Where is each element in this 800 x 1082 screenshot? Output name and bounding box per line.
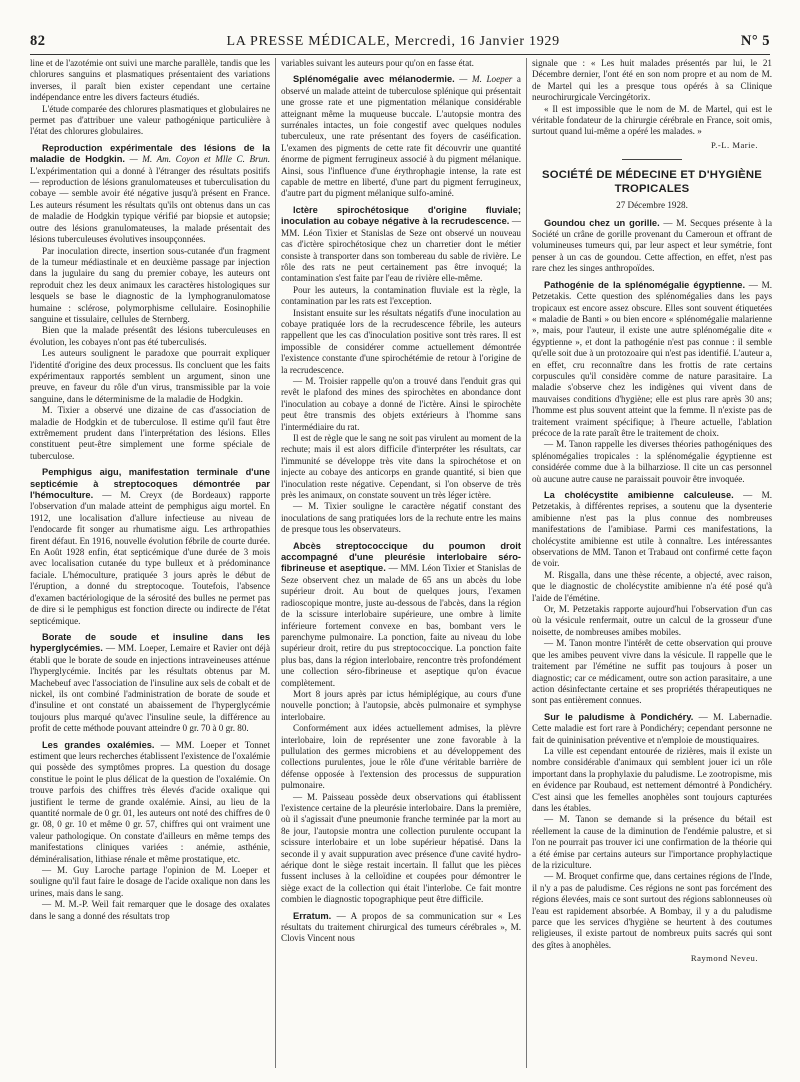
paragraph: — M. Tanon rappelle les diverses théories pathogéniques des splénomégalies tropicales : la splénomégalie égyptienne est considérée comme due à la bilharziose. Il cite un cas personnel où aucune autre cause ne paraissait pouvoir être invoquée. [532,439,772,484]
paragraph: Conformément aux idées actuellement admises, la plèvre interlobaire, loin de représenter une zone favorable à la pullulation des germes microbiens et au développement des collections purulentes, joue le rôle d'une véritable barrière de défense opposée à l'extension des processus de suppuration pulmonaire. [281,723,521,791]
paragraph: Mort 8 jours après par ictus hémiplégique, au cours d'une nouvelle ponction; à l'autopsie, abcès pulmonaire et symphyse interlobaire. [281,688,521,722]
paragraph: — M. Broquet confirme que, dans certaines régions de l'Inde, il n'y a pas de paludisme. Ces régions ne sont pas forcément des régions élevées, mais ce sont surtout des régions sablonneuses où l'eau est rapidement absorbée. A Bombay, il y a du paludisme parce que les services d'hygiène se heurtent à des coutumes religieuses, il existe partout de nombreux puits sacrés qui sont des gîtes à anophèles. [532,871,772,950]
paragraph: Il est de règle que le sang ne soit pas virulent au moment de la rechute; mais il est alors difficile d'interpréter les résultats, car l'immunité se développe très vite dans la spirochétose et on injecte au cobaye des anticorps en grande quantité, si bien que l'inoculation reste négative. Cependant, si l'on observe de très près les animaux, on constate souvent un très léger ictère. [281,433,521,501]
section-cholecystite [532,490,772,570]
section-borate [30,632,270,735]
section-title: Borate de soude et insuline dans les hyperglycémies. [30,631,270,654]
column-2 [281,58,521,1068]
column-1 [30,58,270,1068]
section-hodgkin [30,143,270,246]
paragraph: line et de l'azotémie ont suivi une marche parallèle, tandis que les chlorures sanguins et plasmatiques présentaient des variations inverses, il paraît bien exister cependant une certaine indépendance entre les divers facteurs étudiés. [30,58,270,103]
society-date: 27 Décembre 1928. [616,200,688,211]
signature: Raymond Neveu. [690,953,758,964]
section-erratum [281,911,521,945]
section-oxalemies [30,740,270,865]
paragraph: — MM. Léon Tixier et Stanislas de Seze ont observé un nouveau cas d'ictère spirochétosique chez un charretier dont le métier consiste à transporter dans son tombereau du sable de rivière. Le rôle des rats ne peut certainement pas être invoqué; la contamination s'est faite par l'eau de rivière elle-même. [281,216,521,284]
paragraph: a observé un malade atteint de tuberculose splénique qui présentait une grosse rate et une pigmentation mélanique considérable atteignant même la muqueuse buccale. L'autopsie montra des surrénales intactes, un foie congestif avec quelques nodules tuberculeux, une rate présentant des foyers de caséification. L'examen des pigments de cette rate fit découvrir une quantité énorme de pigment ferrugineux associé à du pigment mélanique. Ainsi, sous l'influence d'une érythrophagie intense, la rate est capable de mettre en liberté, d'une part du pigment ferrugineux, d'autre part du pigment mélanique sulfo-aminé. [281,74,521,199]
paragraph: — M. Tanon montre l'intérêt de cette observation qui prouve que les amibes peuvent vivre dans la vésicule. Il rappelle que le traitement par l'émétine ne suffit pas toujours à poser un diagnostic; car ce médicament, outre son action parasitaire, a une action désinfectante certaine et ses propriétés thérapeutiques ne sont pas entièrement connues. [532,638,772,706]
section-rule [622,159,682,160]
paragraph: — MM. Léon Tixier et Stanislas de Seze observent chez un malade de 65 ans un abcès du lobe supérieur droit. Au bout de quelques jours, l'examen radioscopique montre, juste au-dessous de l'abcès, dans la région de la scissure interlobaire supérieure, une ombre à limite inférieure fortement convexe en bas, bombant vers le parenchyme pulmonaire. La ponction, faite au niveau du lobe supérieur droit, retire du pus streptococcique. La ponction faite plus bas, dans la région interlobaire, rencontre très profondément une collection séro-fibrineuse et aseptique qu'on évacue complètement. [281,563,521,688]
section-splenomegalie-egyptienne [532,280,772,440]
signature: P.-L. Marie. [710,139,758,150]
section-goundou [532,218,772,275]
article-columns [30,58,772,1068]
paragraph: L'étude comparée des chlorures plasmatiques et globulaires ne permet pas d'attribuer une valeur pathogénique particulière à l'état des chlorures globulaires. [30,103,270,137]
paragraph: — M. Tanon se demande si la présence du bétail est réellement la cause de la diminution de l'endémie palustre, et si l'on ne pourrait pas trouver ici une confirmation de la théorie qui a été émise par certains auteurs sur l'importance prophylactique de la riziculture. [532,814,772,870]
paragraph: — MM. Loeper et Tonnet estiment que leurs recherches établissent l'existence de l'oxalémie qui possède des symptômes propres. La question du dosage constitue le point le plus délicat de la question de l'oxalémie. On trouve parfois des chiffres très élevés d'acide oxalique qui justifient le terme de grande oxalémie. Ainsi, au lieu de la quantité normale de 0 gr. 01, les auteurs ont noté des chiffres de 0 gr. 08, 0 gr. 10 et même 0 gr. 57, chiffres qui ont vraiment une valeur pathologique. On constate d'ailleurs en même temps des manifestations cliniques variées : anémie, asthénie, déminéralisation, lithiase rénale et même prostatique, etc. [30,739,270,864]
column-divider [521,58,532,1068]
section-title: Splénomégalie avec mélanodermie. [293,74,455,85]
paragraph: variables suivant les auteurs pour qu'on en fasse état. [281,58,474,68]
section-title: Pemphigus aigu, manifestation terminale d'une septicémie à streptocoques démontrée par l'hémoculture. [30,467,270,501]
column-divider [270,58,281,1068]
paragraph: L'expérimentation qui a donné à l'étranger des résultats positifs — reproduction de lésions granulomateuses et tuberculisation du cobaye — semble avoir été négative jusqu'à présent en France. Les auteurs résument les résultats qu'ils ont obtenus dans un cas de maladie de Hodgkin typique vérifié par biopsie et autopsie; outre des lésions granulomateuses, la malade présentait des lésions tuberculeuses évolutives insoupçonnées. [30,165,270,245]
section-abces [281,541,521,689]
paragraph: « Il est impossible que le nom de M. de Martel, qui est le véritable fondateur de la chirurgie cérébrale en France, soit omis, surtout quand lui-même a opéré les malades. » [532,103,772,137]
paragraph: Les auteurs soulignent le paradoxe que pourrait expliquer l'identité d'origine des deux processus. Ils concluent que les faits expérimentaux rapportés semblent un argument, sinon une preuve, en faveur du rôle d'un virus, transmissible par la voie sanguine, dans le déterminisme de la maladie de Hodgkin. [30,348,270,404]
paragraph: La ville est cependant entourée de rizières, mais il existe un nombre considérable d'animaux qui semblent jouer ici un rôle important dans la prophylaxie du paludisme. Le zootropisme, mis en évidence par Roubaud, est nettement démontré à Pondichéry. C'est ainsi que les femelles anophèles sont toujours capturées dans les étables. [532,745,772,813]
paragraph: — M. Troisier rappelle qu'on a trouvé dans l'enduit gras qui revêt le plafond des mines des spirochètes en abondance dont l'inoculation au cobaye a donné de l'ictère. Ainsi le spirochète peut être transmis des objets extérieurs à l'homme sans l'intermédiaire du rat. [281,375,521,432]
paragraph: Pour les auteurs, la contamination fluviale est la règle, la contamination par les rats est l'exception. [281,284,521,307]
paragraph: Par inoculation directe, insertion sous-cutanée d'un fragment de la tumeur médiastinale et en deuxième passage par injection dans la jugulaire du sang du premier cobaye, les auteurs ont reproduit chez les deux animaux les caractères histologiques sur lesquels se base le diagnostic de la lymphogranulomatose humaine : sclérose, polymorphisme cellulaire. Eosinophilie sanguine et tissulaire, cellules de Sternberg. [30,245,270,324]
section-title: La cholécystite amibienne calculeuse. [544,490,734,500]
paragraph: Bien que la malade présentât des lésions tuberculeuses en évolution, les cobayes n'ont pas été tuberculisés. [30,325,270,347]
paragraph: M. Tixier a observé une dizaine de cas d'association de maladie de Hodgkin et de tuberculose. Il estime qu'il faut être extrêmement prudent dans l'interprétation des lésions. Elles constituent peut-être simplement une forme spéciale de tuberculose. [30,405,270,461]
paragraph: signale que : « Les huit malades présentés par lui, le 21 Décembre dernier, l'ont été en son nom propre et au nom de M. de Martel qui les a presque tous opérés à sa Clinique neurochirurgicale Vercingétorix. [532,58,772,103]
paragraph: — M. Labernadie. Cette maladie est fort rare à Pondichéry; cependant personne ne fait de quininisation préventive et n'emploie de moustiquaires. [532,711,772,745]
paragraph: — M. Guy Laroche partage l'opinion de M. Loeper et souligne qu'il faut faire le dosage de l'acide oxalique non dans les urines, mais dans le sang. [30,865,270,898]
paragraph: — M. Secques présente à la Société un crâne de gorille provenant du Cameroun et offrant de volumineuses tumeurs qui, par leur aspect et leur symétrie, font penser à un cas de goundou. Cette affection, en effet, n'est pas rare chez les singes anthropoïdes. [532,217,772,274]
paragraph: — A propos de sa communication sur « Les résultats du traitement chirurgical des tumeurs cérébrales », M. Clovis Vincent nous [281,910,521,944]
paragraph: Insistant ensuite sur les résultats négatifs d'une inoculation au cobaye pratiquée lors de la recrudescence fébrile, les auteurs rappellent que les cas d'inoculation positive sont très rares. Il est impossible de considérer comme actuellement démontrée l'existence constante d'une spirochétémie de retour à l'origine de la recrudescence. [281,307,521,375]
section-title: Les grandes oxalémies. [42,739,155,750]
section-title: Pathogénie de la splénomégalie égyptienne. [544,279,746,290]
section-authors: — M. Am. Coyon et Mlle C. Brun. [129,154,270,165]
section-title: Erratum. [293,910,332,921]
paragraph: — M. M.-P. Weil fait remarquer que le dosage des oxalates dans le sang a donné des résultats trop [30,899,270,921]
section-title: Goundou chez un gorille. [544,217,660,228]
paragraph: — M. Petzetakis, à différentes reprises, a soutenu que la dysenterie amibienne n'est pas la plus connue des nombreuses manifestations de l'amibiase. Parmi ces manifestations, la cholécystite amibienne est utile à connaître. Les intéressantes observations de MM. Tanon et Trabaud ont confirmé cette façon de voir. [532,490,772,569]
society-title: SOCIÉTÉ DE MÉDECINE ET D'HYGIÈNE TROPICALES [542,169,762,196]
paragraph: — M. Paisseau possède deux observations qui établissent l'existence certaine de la pleurésie interlobaire. Dans la première, où il s'agissait d'une pneumonie franche terminée par la mort au 8e jour, l'autopsie montra une collection purulente occupant la scissure interlobaire et un lobe supérieur hépatisé. Dans la seconde il y avait suppuration avec présence d'une cavité hydro-aérique dont le siège restait incertain. Il fallut que les pièces fussent incluses à la celloïdine et coupées pour démontrer le siège exact de la collection qui était l'interlobe. Ce fait montre combien le diagnostic topographique peut être difficile. [281,791,521,905]
paragraph: — M. Tixier souligne le caractère négatif constant des inoculations de sang pratiquées lors de la rechute entre les mains de presque tous les observateurs. [281,501,521,535]
section-title: Reproduction expérimentale des lésions de la maladie de Hodgkin. [30,142,270,165]
running-title: LA PRESSE MÉDICALE, Mercredi, 16 Janvier 1929 [226,34,560,49]
issue-number: N° 5 [740,33,770,49]
section-title: Sur le paludisme à Pondichéry. [544,711,694,722]
paragraph: — M. Creyx (de Bordeaux) rapporte l'observation d'un malade atteint de pemphigus aigu mortel. En 1912, une localisation d'allure infectieuse au niveau de l'endocarde fit songer au rhumatisme aigu. Les arthropathies firent défaut. En 1916, nouvelle évolution fébrile de courte durée. En Août 1928 enfin, état septicémique d'une durée de 3 mois avec localisation cutanée du type bulleux et à prédominance faciale. L'hémoculture, pratiquée 3 jours après le début de l'éruption, a donné du streptocoque. Toutefois, l'absence d'examen bactériologique de la sérosité des bulles ne permet pas de dire si le pemphigus est fonction directe ou indirecte de l'état septicémique. [30,490,270,626]
section-title: Abcès streptococcique du poumon droit accompagné d'une pleurésie interlobaire séro-fibrineuse et aseptique. [281,540,521,574]
section-paludisme [532,712,772,746]
section-title: Ictère spirochétosique d'origine fluviale; inoculation au cobaye négative à la recrudescence. [281,204,521,227]
column-3 [532,58,772,1068]
section-ictere [281,205,521,285]
section-splenomegalie [281,74,521,199]
page-number: 82 [30,33,46,49]
page-header [30,26,770,55]
paragraph: Or, M. Petzetakis rapporte aujourd'hui l'observation d'un cas où la vésicule renfermait, outre un calcul de la grosseur d'une noisette, de nombreuses amibes mobiles. [532,604,772,637]
section-pemphigus [30,467,270,627]
section-authors: — M. Loeper [459,74,513,85]
paragraph: M. Risgalla, dans une thèse récente, a objecté, avec raison, que le diagnostic de cholécystite amibienne n'a été posé qu'à l'aide de l'émétine. [532,569,772,603]
paragraph: — MM. Loeper, Lemaire et Ravier ont déjà établi que le borate de soude en injections intraveineuses atténue l'hyperglycémie. Incités par les résultats obtenus par M. Machebeuf avec l'association de l'insuline aux sels de cobalt et de nickel, ils ont combiné l'administration de borate de soude et d'insuline et ont constaté un abaissement de l'hyperglycémie toujours plus marqué qu'avec l'insuline seule, la différence au profit de cette méthode pouvant atteindre 0 gr. 70 à 0 gr. 80. [30,643,270,734]
paragraph: — M. Petzetakis. Cette question des splénomégalies dans les pays tropicaux est encore assez obscure. Elles sont souvent étiquetées « maladie de Banti » ou bien encore « splénomégalie malarienne », mais, pour l'auteur, il existe une autre splénomégalie dite « égyptienne », et dont la pathogénie n'est pas connue : il semble qu'elle soit due à un protozoaire qui n'est pas identifié. L'auteur a, en effet, cru reconnaître dans les frottis de rate certains corpuscules qu'il considère comme de nature parasitaire. La maladie s'observe chez les indigènes qui vivent dans de mauvaises conditions d'hygiène; elle est plus rare après 30 ans; l'homme est plus souvent atteint que la femme. Il n'existe pas de traitement vraiment spécifique; à l'heure actuelle, l'ablation précoce de la rate paraît être le traitement de choix. [532,279,772,438]
